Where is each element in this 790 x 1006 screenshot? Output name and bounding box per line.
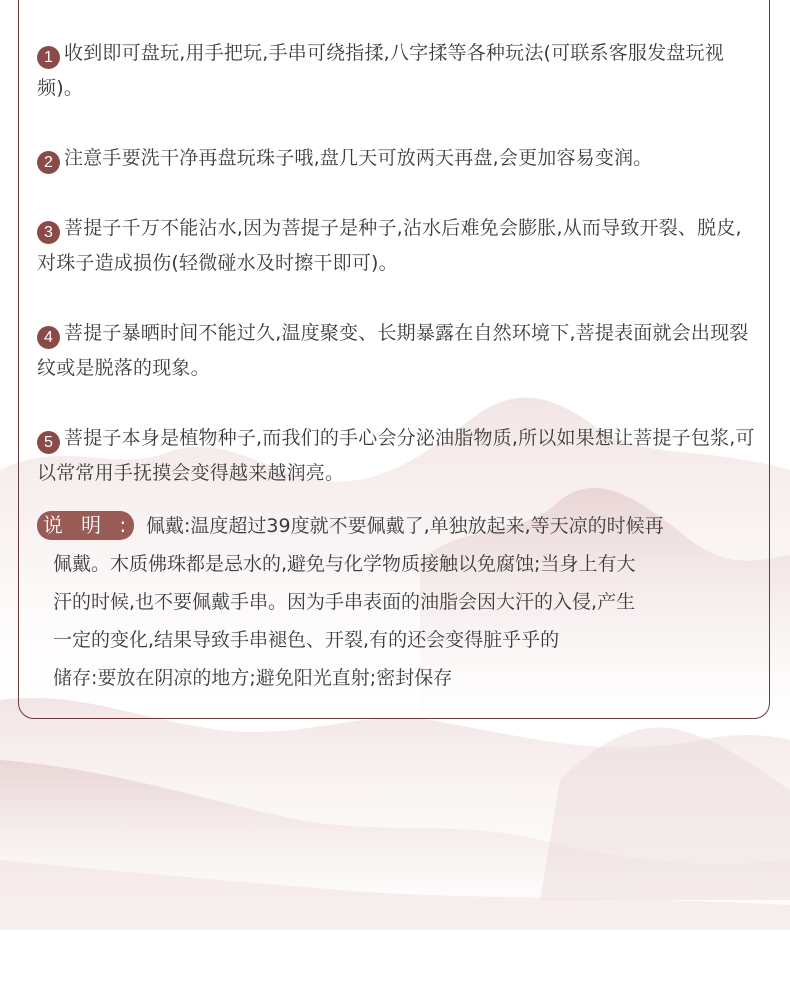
- tip-item-2: [37, 141, 757, 176]
- number-badge-icon: 4: [37, 326, 60, 349]
- tip-item-1: [37, 36, 757, 106]
- number-badge-icon: 5: [37, 431, 60, 454]
- note-line: 一定的变化,结果导致手串褪色、开裂,有的还会变得脏乎乎的: [53, 629, 560, 651]
- tip-text: 菩提子千万不能沾水,因为菩提子是种子,沾水后难免会膨胀,从而导致开裂、脱皮,对珠子造成损伤(轻微碰水及时擦干即可)。: [37, 217, 742, 274]
- note-line: 佩戴。木质佛珠都是忌水的,避免与化学物质接触以免腐蚀;当身上有大: [53, 553, 636, 575]
- tip-text: 菩提子本身是植物种子,而我们的手心会分泌油脂物质,所以如果想让菩提子包浆,可以常常用手抚摸会变得越来越润亮。: [37, 427, 755, 484]
- tip-text: 菩提子暴晒时间不能过久,温度聚变、长期暴露在自然环境下,菩提表面就会出现裂纹或是脱落的现象。: [37, 322, 749, 379]
- tip-text: 收到即可盘玩,用手把玩,手串可绕指揉,八字揉等各种玩法(可联系客服发盘玩视频)。: [37, 42, 724, 99]
- note-label-badge: 说 明 :: [37, 511, 134, 540]
- note-line: 佩戴:温度超过39度就不要佩戴了,单独放起来,等天凉的时候再: [146, 515, 664, 537]
- note-line: 汗的时候,也不要佩戴手串。因为手串表面的油脂会因大汗的入侵,产生: [53, 591, 636, 613]
- note-body: [53, 507, 753, 697]
- tip-item-5: [37, 421, 757, 491]
- note-line: 储存:要放在阴凉的地方;避免阳光直射;密封保存: [53, 667, 453, 689]
- tip-item-4: [37, 316, 757, 386]
- number-badge-icon: 1: [37, 46, 60, 69]
- tip-text: 注意手要洗干净再盘玩珠子哦,盘几天可放两天再盘,会更加容易变润。: [64, 147, 653, 169]
- number-badge-icon: 3: [37, 221, 60, 244]
- tip-item-3: [37, 211, 757, 281]
- care-tips-list: [37, 36, 757, 491]
- number-badge-icon: 2: [37, 151, 60, 174]
